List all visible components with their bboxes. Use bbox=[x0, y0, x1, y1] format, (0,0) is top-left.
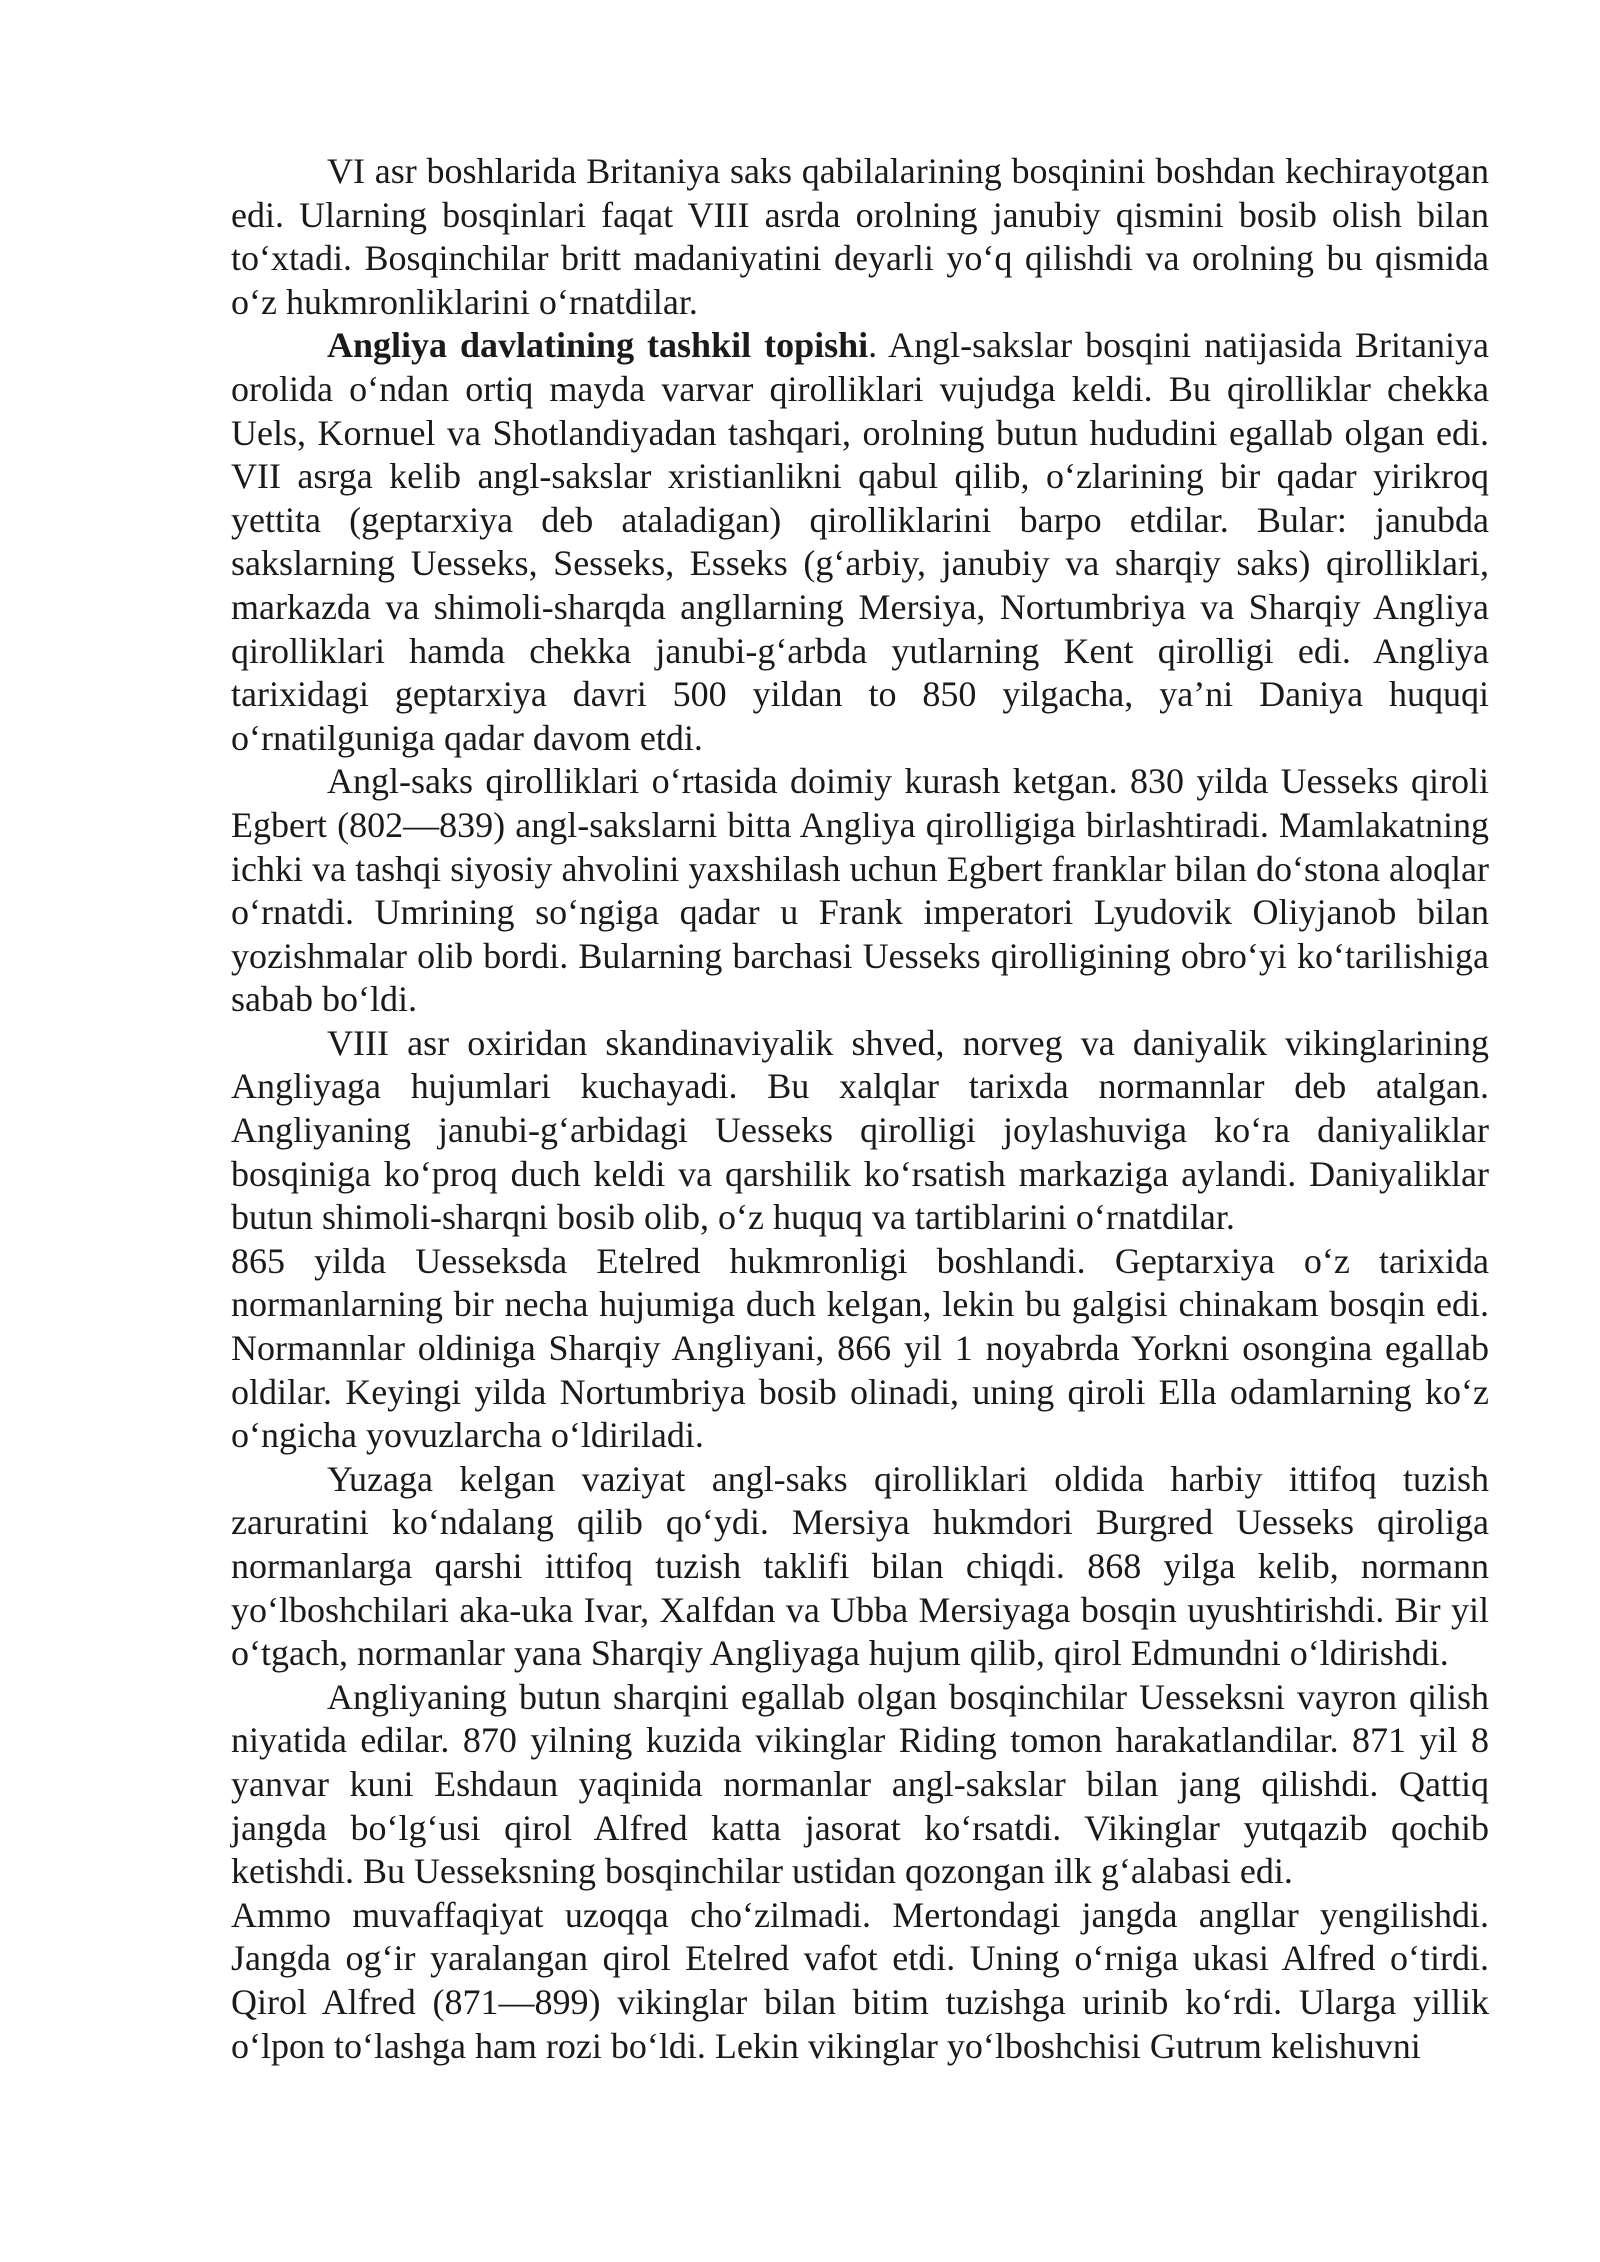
paragraph-4: VIII asr oxiridan skandinaviyalik shved, norveg va daniyalik vikinglarining Angliyaga hujumlari kuchayadi. Bu xalqlar tarixda normannlar deb atalgan. Angliyaning janubi-g‘arbidagi Uesseks qirolligi joylashuviga ko‘ra daniyaliklar bosqiniga ko‘proq duch keldi va qarshilik ko‘rsatish markaziga aylandi. Daniyaliklar butun shimoli-sharqni bosib olib, o‘z huquq va tartiblarini o‘rnatdilar. bbox=[231, 1022, 1489, 1238]
paragraph-2-text: . Angl-sakslar bosqini natijasida Britaniya orolida o‘ndan ortiq mayda varvar qirolliklari vujudga keldi. Bu qirolliklar chekka Uels, Kornuel va Shotlandiyadan tashqari, orolning butun hududini egallab olgan edi. VII asrga kelib angl-sakslar xristianlikni qabul qilib, o‘zlarining bir qadar yirikroq yettita (geptarxiya deb ataladigan) qirolliklarini barpo etdilar. Bular: janubda sakslarning Uesseks, Sesseks, Esseks (g‘arbiy, janubiy va sharqiy saks) qirolliklari, markazda va shimoli-sharqda angllarning Mersiya, Nortumbriya va Sharqiy Angliya qirolliklari hamda chekka janubi-g‘arbda yutlarning Kent qirolligi edi. Angliya tarixidagi geptarxiya davri 500 yildan to 850 yilgacha, ya’ni Daniya huquqi o‘rnatilguniga qadar davom etdi. bbox=[231, 325, 1489, 758]
paragraph-7: Angliyaning butun sharqini egallab olgan bosqinchilar Uesseksni vayron qilish niyatida edilar. 870 yilning kuzida vikinglar Riding tomon harakatlandilar. 871 yil 8 yanvar kuni Eshdaun yaqinida normanlar angl-sakslar bilan jang qilishdi. Qattiq jangda bo‘lg‘usi qirol Alfred katta jasorat ko‘rsatdi. Vikinglar yutqazib qochib ketishdi. Bu Uesseksning bosqinchilar ustidan qozongan ilk g‘alabasi edi. bbox=[231, 1676, 1489, 1892]
paragraph-5: 865 yilda Uesseksda Etelred hukmronligi boshlandi. Geptarxiya o‘z tarixida normanlarning bir necha hujumiga duch kelgan, lekin bu galgisi chinakam bosqin edi. Normannlar oldiniga Sharqiy Angliyani, 866 yil 1 noyabrda Yorkni osongina egallab oldilar. Keyingi yilda Nortumbriya bosib olinadi, uning qiroli Ella odamlarning ko‘z o‘ngicha yovuzlarcha o‘ldiriladi. bbox=[231, 1240, 1489, 1456]
paragraph-3: Angl-saks qirolliklari o‘rtasida doimiy kurash ketgan. 830 yilda Uesseks qiroli Egbert (802—839) angl-sakslarni bitta Angliya qirolligiga birlashtiradi. Mamlakatning ichki va tashqi siyosiy ahvolini yaxshilash uchun Egbert franklar bilan do‘stona aloqlar o‘rnatdi. Umrining so‘ngiga qadar u Frank imperatori Lyudovik Oliyjanob bilan yozishmalar olib bordi. Bularning barchasi Uesseks qirolligining obro‘yi ko‘tarilishiga sabab bo‘ldi. bbox=[231, 761, 1489, 1020]
paragraph-8: Ammo muvaffaqiyat uzoqqa cho‘zilmadi. Mertondagi jangda angllar yengilishdi. Jangda og‘ir yaralangan qirol Etelred vafot etdi. Uning o‘rniga ukasi Alfred o‘tirdi. Qirol Alfred (871—899) vikinglar bilan bitim tuzishga urinib ko‘rdi. Ularga yillik o‘lpon to‘lashga ham rozi bo‘ldi. Lekin vikinglar yo‘lboshchisi Gutrum kelishuvni bbox=[231, 1894, 1489, 2066]
paragraph-2 bbox=[231, 324, 1489, 760]
paragraph-6: Yuzaga kelgan vaziyat angl-saks qirolliklari oldida harbiy ittifoq tuzish zaruratini ko‘ndalang qilib qo‘ydi. Mersiya hukmdori Burgred Uesseks qiroliga normanlarga qarshi ittifoq tuzish taklifi bilan chiqdi. 868 yilga kelib, normann yo‘lboshchilari aka-uka Ivar, Xalfdan va Ubba Mersiyaga bosqin uyushtirishdi. Bir yil o‘tgach, normanlar yana Sharqiy Angliyaga hujum qilib, qirol Edmundni o‘ldirishdi. bbox=[231, 1458, 1489, 1674]
document-page bbox=[231, 150, 1489, 2068]
paragraph-1: VI asr boshlarida Britaniya saks qabilalarining bosqinini boshdan kechirayotgan edi. Ularning bosqinlari faqat VIII asrda orolning janubiy qismini bosib olish bilan to‘xtadi. Bosqinchilar britt madaniyatini deyarli yo‘q qilishdi va orolning bu qismida o‘z hukmronliklarini o‘rnatdilar. bbox=[231, 151, 1489, 322]
section-heading: Angliya davlatining tashkil topishi bbox=[327, 325, 869, 366]
